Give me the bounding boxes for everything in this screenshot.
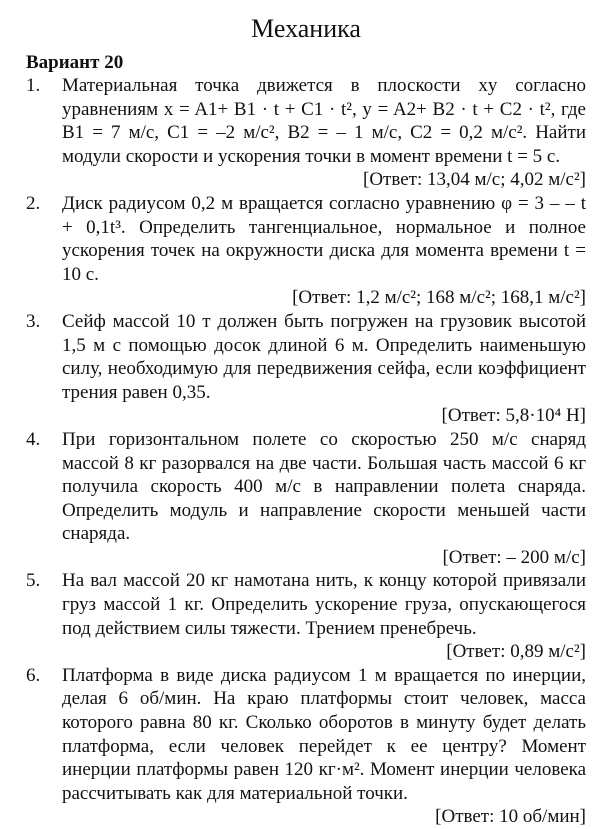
problem-body xyxy=(62,569,586,663)
problem-answer: [Ответ: 5,8·10⁴ Н] xyxy=(441,405,586,427)
problem-4 xyxy=(26,428,586,570)
problem-number: 2. xyxy=(26,192,41,214)
problem-answer: [Ответ: 1,2 м/с²; 168 м/с²; 168,1 м/с²] xyxy=(292,287,586,309)
problem-body xyxy=(62,192,586,310)
problem-text: Платформа в виде диска радиусом 1 м вращается по инерции, делая 6 об/мин. На краю платформы стоит человек, масса которого равна 80 кг. Сколько оборотов в минуту будет делать платформа, если человек перейдет к ее центру? Момент инерции платформы равен 120 кг·м². Момент инерции человека рассчитывать как для материальной точки. xyxy=(62,664,586,804)
problem-1 xyxy=(26,74,586,192)
problem-3 xyxy=(26,310,586,428)
problem-text: Сейф массой 10 т должен быть погружен на грузовик высотой 1,5 м с помощью досок длиной 6 м. Определить наименьшую силу, необходимую для передвижения сейфа, если коэффициент трения равен 0,35. xyxy=(62,310,586,403)
problem-number: 4. xyxy=(26,428,41,450)
problem-text: На вал массой 20 кг намотана нить, к концу которой привязали груз массой 1 кг. Определить ускорение груза, опускающегося под действием силы тяжести. Трением пренебречь. xyxy=(62,570,586,639)
problem-number: 6. xyxy=(26,664,41,686)
problem-answer: [Ответ: 13,04 м/с; 4,02 м/с²] xyxy=(363,169,586,191)
problem-answer: [Ответ: 0,89 м/с²] xyxy=(446,641,586,663)
problem-body xyxy=(62,664,586,829)
page-title: Механика xyxy=(251,14,361,43)
problem-number: 5. xyxy=(26,570,41,592)
problem-6 xyxy=(26,664,586,829)
problem-text: Материальная точка движется в плоскости xy согласно уравнениям x = A1+ B1 · t + C1 · t², y = A2+ B2 · t + C2 · t², где B1 = 7 м/с, C1 = –2 м/с², B2 = – 1 м/с, C2 = 0,2 м/с². Найти модули скорости и ускорения точки в момент времени t = 5 с. xyxy=(62,75,586,167)
problem-2 xyxy=(26,192,586,310)
problem-body xyxy=(62,310,586,428)
problem-number: 3. xyxy=(26,310,41,332)
problem-body xyxy=(62,74,586,192)
variant-heading: Вариант 20 xyxy=(26,52,124,73)
problem-text: Диск радиусом 0,2 м вращается согласно уравнению φ = 3 – – t + 0,1t³. Определить тангенциальное, нормальное и полное ускорения точек на окружности диска для момента времени t = 10 с. xyxy=(62,192,586,285)
problem-number: 1. xyxy=(26,75,41,96)
problem-answer: [Ответ: 10 об/мин] xyxy=(435,806,586,828)
problem-answer: [Ответ: – 200 м/с] xyxy=(442,546,586,568)
problem-5 xyxy=(26,569,586,663)
problem-text: При горизонтальном полете со скоростью 250 м/с снаряд массой 8 кг разорвался на две части. Большая часть массой 6 кг получила скорость 400 м/с в направлении полета снаряда. Определить модуль и направление скорости меньшей части снаряда. xyxy=(62,428,586,545)
problem-body xyxy=(62,428,586,570)
